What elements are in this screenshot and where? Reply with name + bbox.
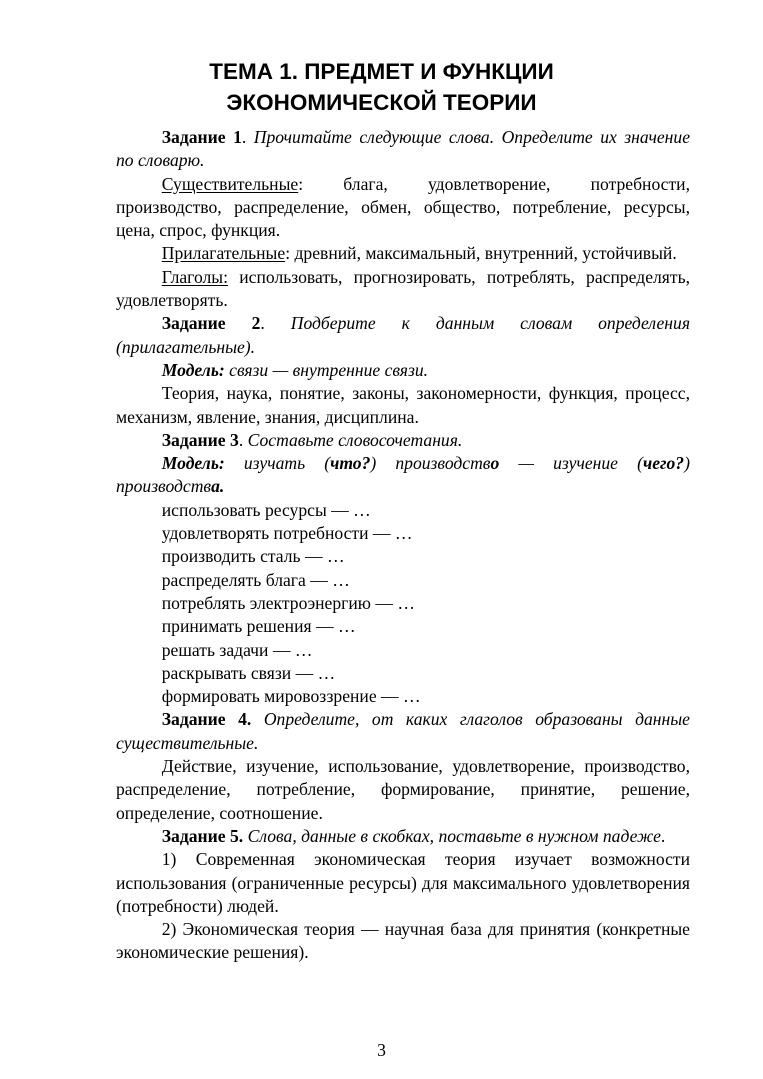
task-1-nouns [116, 173, 690, 243]
adjectives-list: : древний, максимальный, внутренний, устойчивый. [285, 243, 677, 264]
verbs-label: Глаголы: [161, 266, 229, 287]
task-5-heading: Задание 5. Слова, данные в скобках, поставьте в нужном падеже. [161, 825, 666, 846]
task-3-model [116, 452, 690, 499]
document-body [116, 126, 690, 965]
task-2-words: Теория, наука, понятие, законы, закономерности, функция, процесс, механизм, явление, знания, дисциплина. [116, 383, 690, 427]
title-line-2: ЭКОНОМИЧЕСКОЙ ТЕОРИИ [226, 90, 537, 115]
nouns-list: : блага, удовлетворение, потребности, производство, распределение, обмен, общество, потребление, ресурсы, цена, спрос, функция. [116, 173, 690, 241]
verbs-list: использовать, прогнозировать, потреблять, распределять, удовлетворять. [116, 266, 690, 311]
list-item: формировать мировоззрение — … [161, 686, 421, 707]
task-2-model [116, 359, 690, 382]
page-title [0, 56, 763, 118]
task-3-model-label: Модель: [161, 453, 225, 474]
task-3-heading: Задание 3. Составьте словосочетания. [161, 429, 463, 450]
task-5-instruction: Слова, данные в скобках, поставьте в нужном падеже [247, 825, 661, 846]
task-1-heading: Задание 1. Прочитайте следующие слова. Определите их значение по словарю. [116, 127, 690, 171]
task-3-instruction: Составьте словосочетания. [247, 429, 463, 450]
task-5-sentence: 1) Современная экономическая теория изучает возможности использования (ограниченные ресурсы) для максимального удовлетворения (потребности) людей. [116, 849, 690, 916]
list-item: производить сталь — … [161, 546, 345, 567]
list-item: раскрывать связи — … [161, 662, 336, 683]
title-line-1: ТЕМА 1. ПРЕДМЕТ И ФУНКЦИИ [209, 59, 554, 84]
task-1-label: Задание 1 [161, 127, 242, 147]
model-part-1: изучать ( [224, 453, 331, 474]
nouns-label: Существительные [161, 173, 299, 194]
model-part-2: ) производств [370, 453, 491, 474]
list-item: распределять блага — … [161, 569, 350, 590]
model-end: . [219, 476, 225, 497]
model-ending-o: о [490, 453, 500, 474]
model-ending-a: а [211, 476, 220, 497]
model-part-3: — изучение ( [499, 453, 643, 474]
task-2-heading: Задание 2. Подберите к данным словам определения (прилагательные). [116, 313, 691, 357]
model-part-4: ) производств [116, 453, 690, 497]
model-question-1: что? [330, 453, 371, 474]
list-item: потреблять электроэнергию — … [161, 592, 415, 613]
task-5-label: Задание 5. [161, 825, 244, 846]
task-2-label: Задание 2 [161, 313, 261, 334]
page-number: 3 [377, 1040, 386, 1060]
task-3-label: Задание 3 [161, 429, 239, 450]
task-4-label: Задание 4. [161, 709, 252, 730]
task-1-instruction: Прочитайте следующие слова. Определите их значение по словарю. [116, 127, 690, 171]
task-1-verbs [116, 266, 690, 313]
list-item: удовлетворять потребности — … [161, 523, 413, 544]
task-5-sentence: 2) Экономическая теория — научная база для принятия (конкретные экономические решения). [116, 919, 690, 963]
task-1-adjectives [116, 242, 690, 265]
adjectives-label: Прилагательные [161, 243, 286, 264]
task-2-instruction: Подберите к данным словам определения (прилагательные). [116, 313, 691, 357]
list-item: решать задачи — … [161, 639, 313, 660]
list-item: принимать решения — … [161, 616, 356, 637]
task-4-instruction: Определите, от каких глаголов образованы данные существительные. [116, 709, 690, 753]
model-question-2: чего? [642, 453, 685, 474]
task-2-model-label: Модель: [161, 359, 225, 380]
task-4-words: Действие, изучение, использование, удовлетворение, производство, распределение, потребление, формирование, принятие, решение, определение, соотношение. [116, 756, 690, 823]
list-item: использовать ресурсы — … [161, 499, 371, 520]
task-2-model-text: связи — внутренние связи. [224, 359, 429, 380]
task-4-heading [116, 708, 690, 755]
